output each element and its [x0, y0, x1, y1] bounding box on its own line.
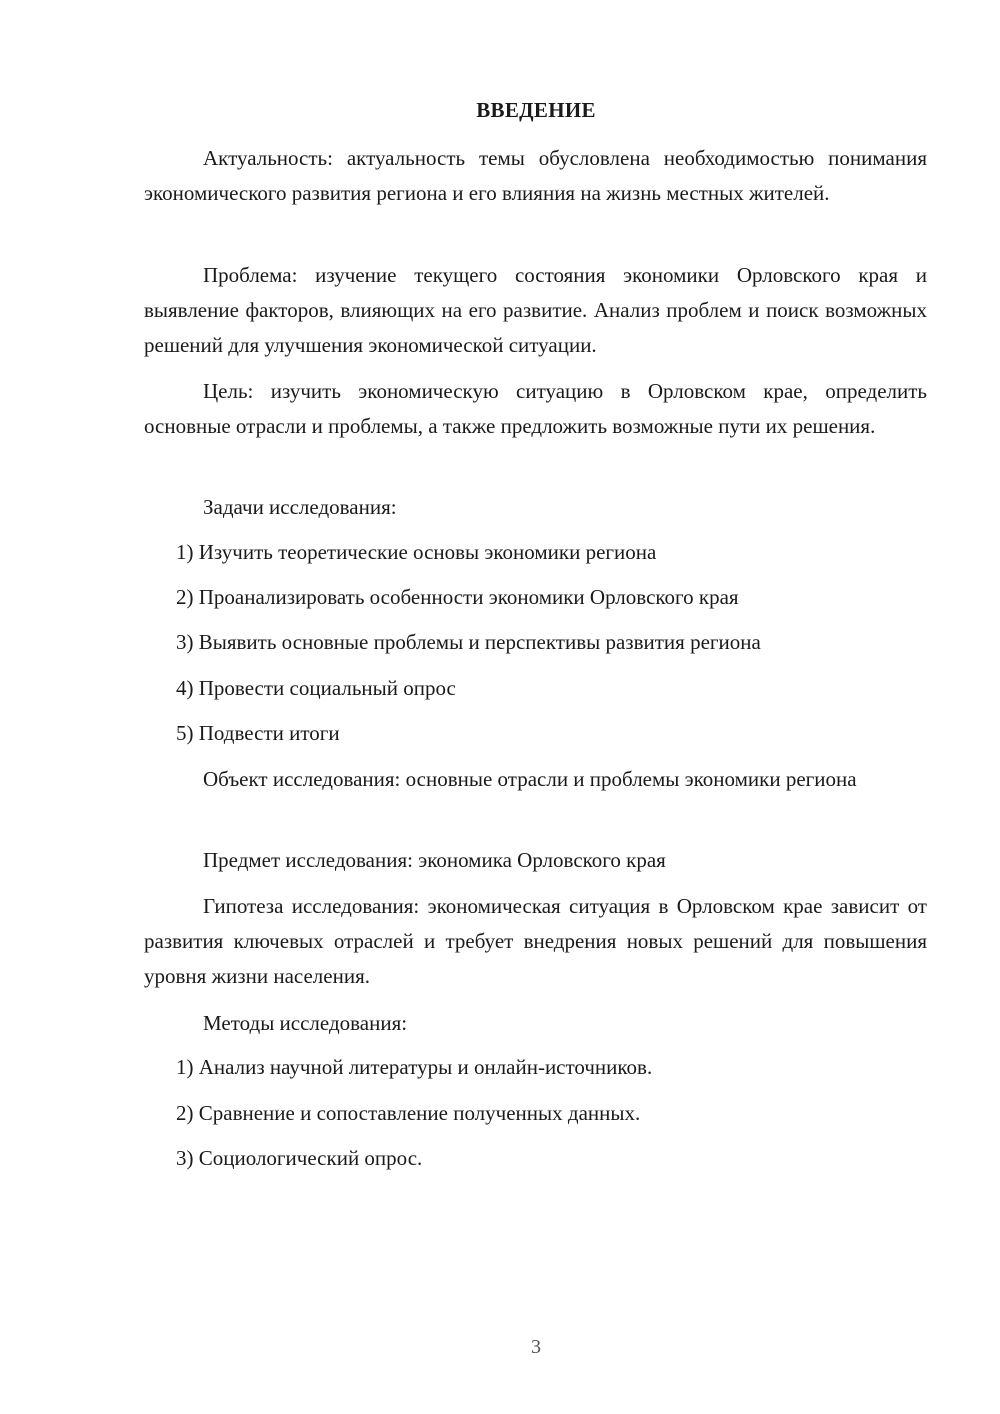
- method-list-item: 1) Анализ научной литературы и онлайн-источников.: [176, 1055, 653, 1079]
- paragraph-methods-heading: Методы исследования:: [203, 1011, 408, 1035]
- task-list-item: 4) Провести социальный опрос: [176, 676, 456, 700]
- paragraph-subject: Предмет исследования: экономика Орловского края: [203, 848, 666, 872]
- task-list-item: 3) Выявить основные проблемы и перспективы развития региона: [176, 630, 761, 654]
- paragraph-tasks-heading: Задачи исследования:: [203, 495, 397, 519]
- page-number: 3: [531, 1336, 541, 1358]
- paragraph-goal: Цель: изучить экономическую ситуацию в Орловском крае, определить основные отрасли и проблемы, а также предложить возможные пути их решения.: [144, 379, 927, 438]
- task-list-item: 1) Изучить теоретические основы экономики региона: [176, 540, 657, 564]
- method-list-item: 3) Социологический опрос.: [176, 1146, 423, 1170]
- paragraph-object: Объект исследования: основные отрасли и проблемы экономики региона: [203, 767, 857, 791]
- method-list-item: 2) Сравнение и сопоставление полученных данных.: [176, 1101, 641, 1125]
- paragraph-relevance: Актуальность: актуальность темы обусловлена необходимостью понимания экономического развития региона и его влияния на жизнь местных жителей.: [144, 146, 927, 205]
- section-title: ВВЕДЕНИЕ: [476, 98, 596, 122]
- task-list-item: 5) Подвести итоги: [176, 721, 340, 745]
- paragraph-problem: Проблема: изучение текущего состояния экономики Орловского края и выявление факторов, влияющих на его развитие. Анализ проблем и поиск возможных решений для улучшения экономической ситуации.: [144, 263, 927, 357]
- task-list-item: 2) Проанализировать особенности экономики Орловского края: [176, 585, 739, 609]
- paragraph-hypothesis: Гипотеза исследования: экономическая ситуация в Орловском крае зависит от развития ключевых отраслей и требует внедрения новых решений для повышения уровня жизни населения.: [144, 894, 927, 988]
